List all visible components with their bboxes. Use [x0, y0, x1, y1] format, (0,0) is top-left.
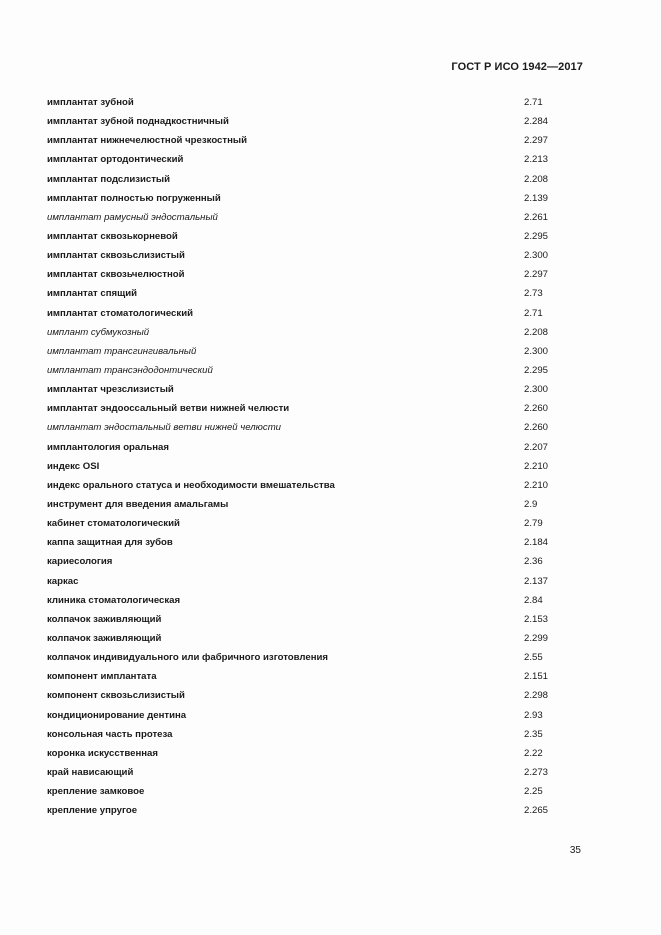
index-reference: 2.210	[524, 479, 549, 491]
index-term: колпачок заживляющий	[47, 632, 162, 644]
index-entry	[47, 97, 607, 116]
index-entry	[47, 250, 607, 269]
index-reference: 2.35	[524, 728, 543, 740]
index-term: коронка искусственная	[47, 747, 158, 759]
index-entry	[47, 805, 607, 824]
index-entry	[47, 595, 607, 614]
index-term: компонент имплантата	[47, 671, 157, 683]
index-reference: 2.71	[524, 307, 543, 319]
index-term: имплантат сквозьчелюстной	[47, 269, 185, 281]
index-entry	[47, 671, 607, 690]
index-entry	[47, 710, 607, 729]
index-reference: 2.25	[524, 786, 543, 798]
index-term: кариесология	[47, 556, 113, 568]
index-entry	[47, 729, 607, 748]
index-entry	[47, 652, 607, 671]
index-term: имплантат стоматологический	[47, 307, 193, 319]
index-reference: 2.265	[524, 805, 549, 817]
index-term: компонент сквозьслизистый	[47, 690, 185, 702]
index-entry	[47, 518, 607, 537]
index-entry	[47, 767, 607, 786]
index-reference: 2.151	[524, 671, 549, 683]
index-entry	[47, 384, 607, 403]
alphabetical-index	[47, 97, 607, 824]
index-entry	[47, 556, 607, 575]
index-reference: 2.55	[524, 652, 543, 664]
index-reference: 2.261	[524, 211, 549, 223]
index-reference: 2.273	[524, 766, 549, 778]
index-reference: 2.297	[524, 269, 549, 281]
index-entry	[47, 135, 607, 154]
index-reference: 2.300	[524, 384, 549, 396]
index-term: имплантат рамусный эндостальный	[47, 211, 218, 223]
index-term: имплантат трансгингивальный	[47, 345, 197, 357]
index-term: колпачок индивидуального или фабричного изготовления	[47, 652, 328, 664]
index-term: имплантология оральная	[47, 441, 169, 453]
index-term: имплантат эндостальный ветви нижней челюсти	[47, 422, 282, 434]
index-entry	[47, 633, 607, 652]
index-term: кондиционирование дентина	[47, 709, 187, 721]
index-entry	[47, 288, 607, 307]
index-reference: 2.36	[524, 556, 543, 568]
index-entry	[47, 786, 607, 805]
index-entry	[47, 193, 607, 212]
index-reference: 2.73	[524, 288, 543, 300]
index-reference: 2.284	[524, 116, 549, 128]
index-reference: 2.208	[524, 173, 549, 185]
index-reference: 2.208	[524, 326, 549, 338]
page-number: 35	[569, 845, 581, 856]
index-entry	[47, 308, 607, 327]
index-reference: 2.153	[524, 613, 549, 625]
index-reference: 2.299	[524, 632, 549, 644]
index-entry	[47, 327, 607, 346]
index-entry	[47, 269, 607, 288]
index-entry	[47, 365, 607, 384]
index-reference: 2.184	[524, 537, 549, 549]
index-entry	[47, 231, 607, 250]
index-term: колпачок заживляющий	[47, 613, 162, 625]
index-term: имплант субмукозный	[47, 326, 150, 338]
index-entry	[47, 346, 607, 365]
index-entry	[47, 690, 607, 709]
index-entry	[47, 576, 607, 595]
index-reference: 2.300	[524, 345, 549, 357]
index-term: имплантат полностью погруженный	[47, 192, 221, 204]
index-entry	[47, 480, 607, 499]
index-term: имплантат сквозькорневой	[47, 230, 178, 242]
document-header: ГОСТ Р ИСО 1942—2017	[451, 61, 583, 73]
index-reference: 2.22	[524, 747, 543, 759]
index-term: индекс орального статуса и необходимости вмешательства	[47, 479, 335, 491]
index-term: имплантат спящий	[47, 288, 138, 300]
index-term: имплантат зубной поднадкостничный	[47, 116, 229, 128]
index-entry	[47, 614, 607, 633]
index-term: клиника стоматологическая	[47, 594, 181, 606]
index-entry	[47, 116, 607, 135]
index-reference: 2.295	[524, 230, 549, 242]
index-entry	[47, 422, 607, 441]
index-term: имплантат зубной	[47, 97, 134, 108]
index-reference: 2.84	[524, 594, 543, 606]
index-term: крепление упругое	[47, 805, 138, 817]
index-term: индекс OSI	[47, 460, 100, 472]
index-term: имплантат чрезслизистый	[47, 384, 174, 396]
index-term: каппа защитная для зубов	[47, 537, 173, 549]
index-term: имплантат подслизистый	[47, 173, 171, 185]
index-reference: 2.9	[524, 498, 538, 510]
index-term: имплантат трансэндодонтический	[47, 364, 213, 376]
index-term: имплантат эндооссальный ветви нижней челюсти	[47, 403, 290, 415]
index-term: консольная часть протеза	[47, 728, 173, 740]
index-reference: 2.260	[524, 422, 549, 434]
index-reference: 2.300	[524, 250, 549, 262]
index-term: имплантат ортодонтический	[47, 154, 184, 166]
index-reference: 2.207	[524, 441, 549, 453]
index-entry	[47, 174, 607, 193]
index-reference: 2.137	[524, 575, 549, 587]
index-reference: 2.297	[524, 135, 549, 147]
index-term: каркас	[47, 575, 79, 587]
index-term: кабинет стоматологический	[47, 518, 180, 530]
index-reference: 2.79	[524, 518, 543, 530]
index-entry	[47, 537, 607, 556]
index-entry	[47, 499, 607, 518]
index-term: инструмент для введения амальгамы	[47, 498, 229, 510]
index-reference: 2.139	[524, 192, 549, 204]
index-reference: 2.93	[524, 709, 543, 721]
index-entry	[47, 461, 607, 480]
index-reference: 2.298	[524, 690, 549, 702]
index-entry	[47, 442, 607, 461]
index-term: имплантат сквозьслизистый	[47, 250, 185, 262]
index-term: край нависающий	[47, 766, 134, 778]
index-reference: 2.210	[524, 460, 549, 472]
index-term: крепление замковое	[47, 786, 145, 798]
index-entry	[47, 403, 607, 422]
index-entry	[47, 154, 607, 173]
index-reference: 2.260	[524, 403, 549, 415]
index-reference: 2.71	[524, 97, 543, 108]
index-entry	[47, 212, 607, 231]
index-entry	[47, 748, 607, 767]
index-term: имплантат нижнечелюстной чрезкостный	[47, 135, 247, 147]
index-reference: 2.213	[524, 154, 549, 166]
index-reference: 2.295	[524, 364, 549, 376]
